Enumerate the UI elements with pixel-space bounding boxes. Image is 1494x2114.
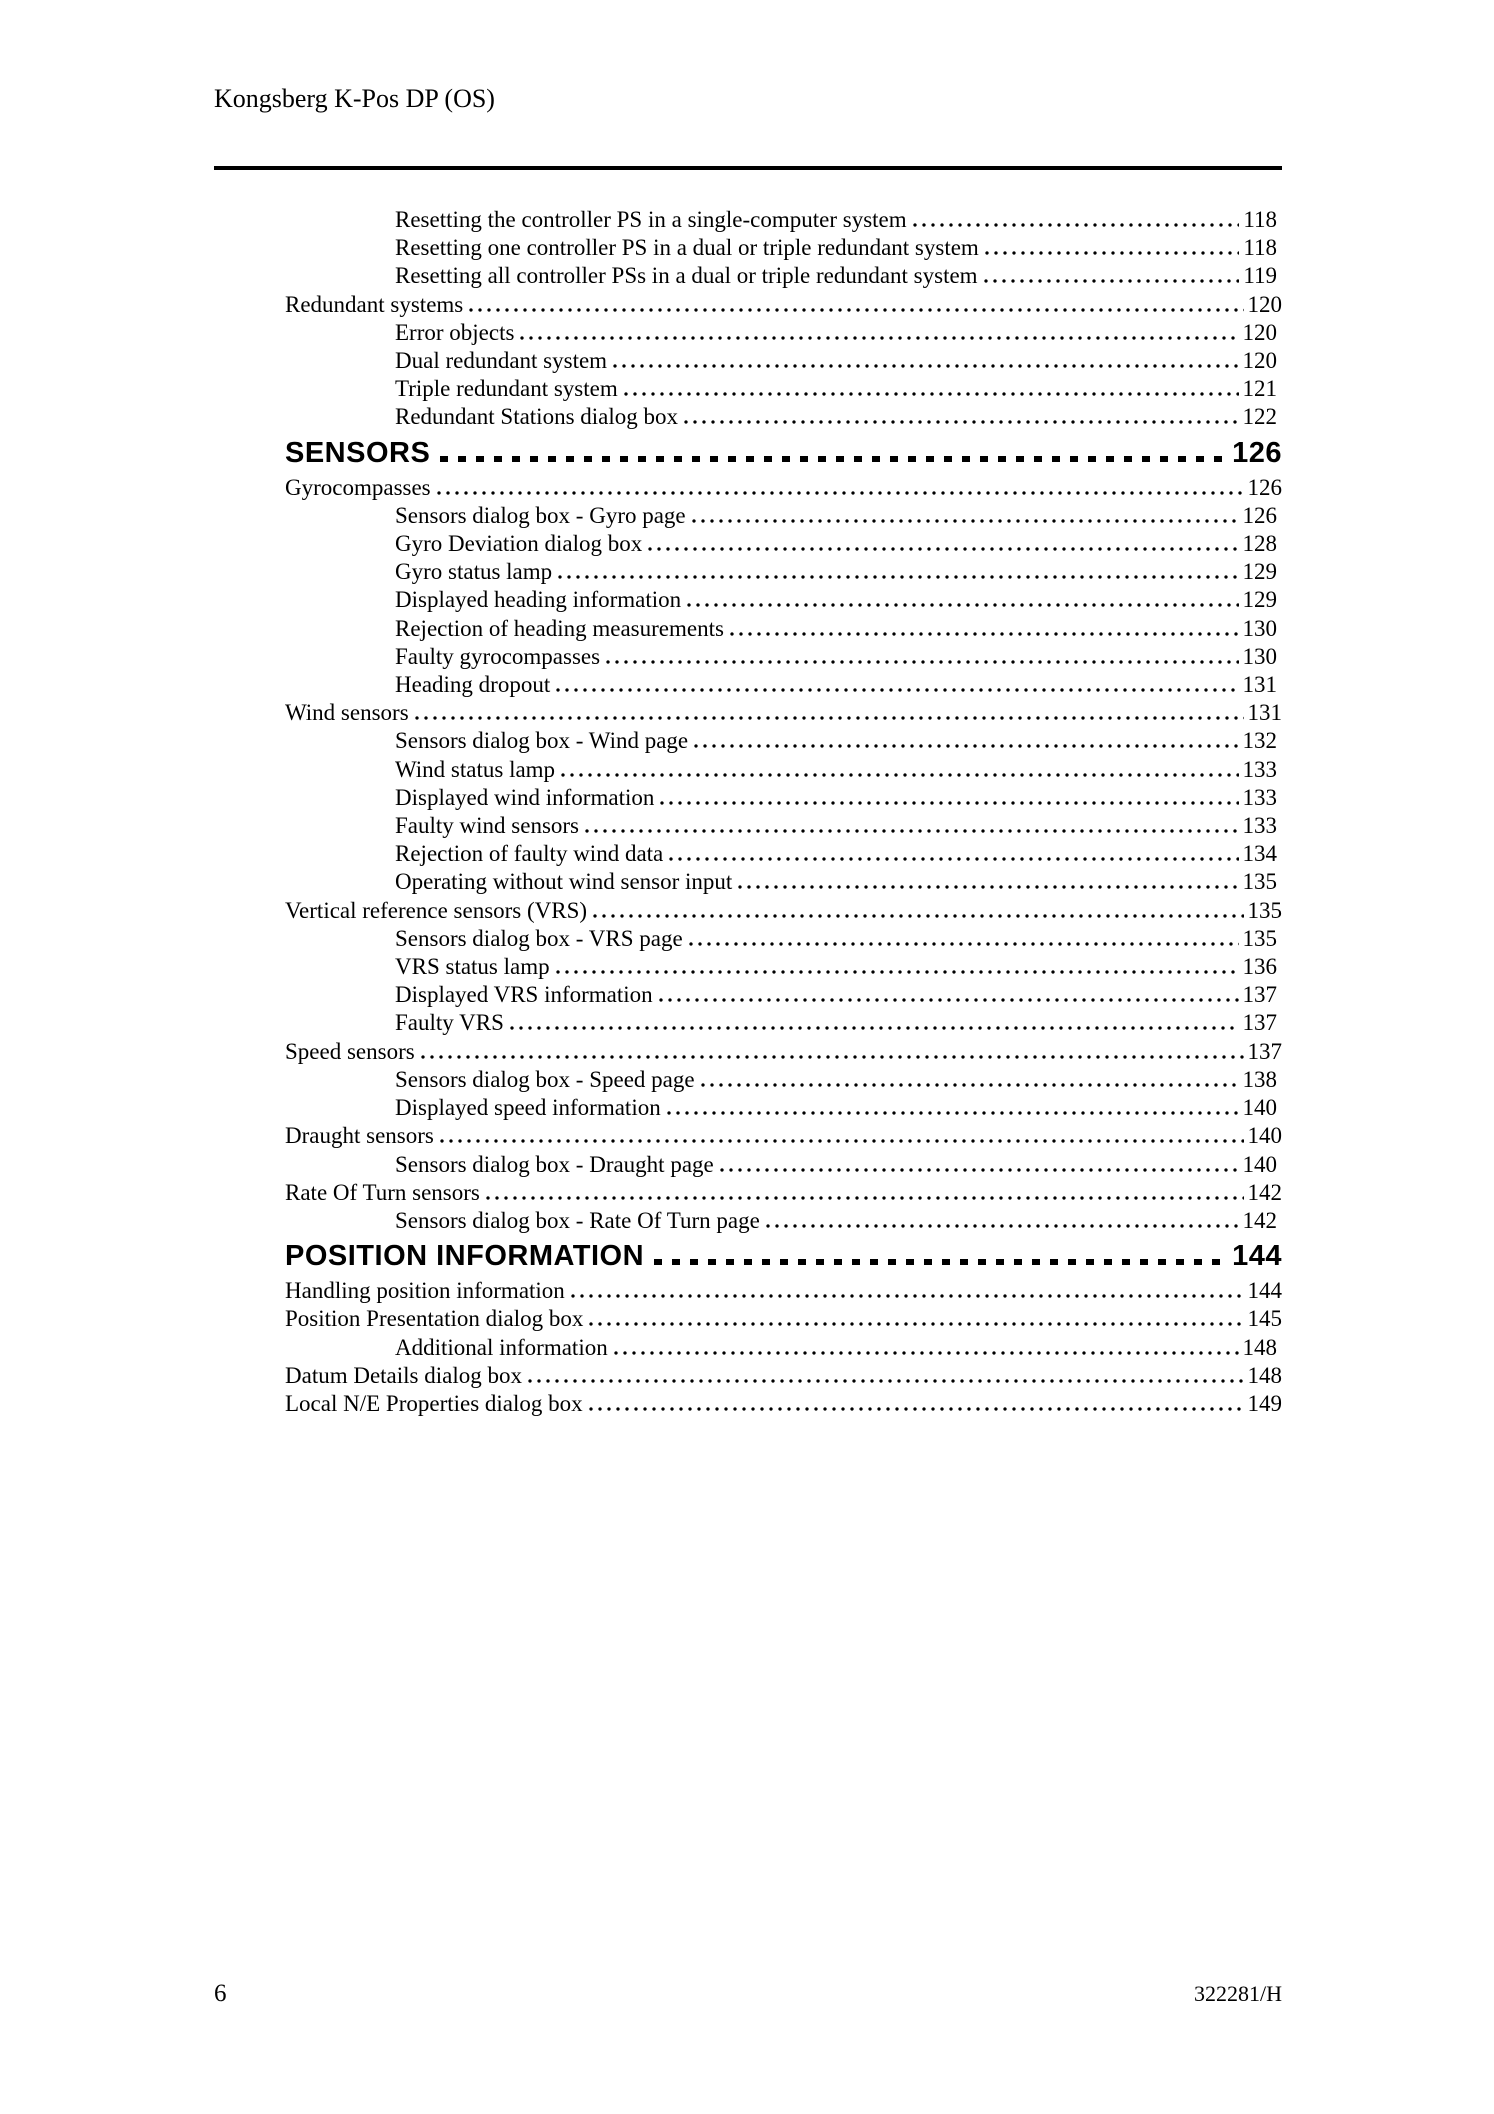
toc-entry <box>285 671 1282 699</box>
toc-entry-label: Rate Of Turn sensors <box>285 1179 480 1205</box>
toc-entry <box>285 1094 1282 1122</box>
toc-entry-label: Gyro status lamp <box>395 559 553 585</box>
footer-document-reference: 322281/H <box>1194 1981 1282 2006</box>
toc-entry <box>285 615 1282 643</box>
toc-entry <box>285 530 1282 558</box>
toc-entry-page: 144 <box>1247 1278 1282 1304</box>
toc-entry <box>285 953 1282 981</box>
toc-entry-label: Heading dropout <box>395 672 551 698</box>
toc-entry-label: VRS status lamp <box>395 954 550 980</box>
toc-entry-label: Faulty VRS <box>395 1010 504 1036</box>
toc-entry-label: Wind sensors <box>285 700 409 726</box>
toc-entry <box>285 1066 1282 1094</box>
toc-entry-label: Resetting one controller PS in a dual or triple redundant system <box>395 235 979 261</box>
toc-entry-page: 126 <box>1242 502 1277 528</box>
dot-leader <box>730 632 1239 636</box>
page-footer <box>214 1980 1282 2008</box>
toc-entry <box>285 727 1282 755</box>
toc-entry <box>285 1334 1282 1362</box>
toc-entry-label: Resetting all controller PSs in a dual or triple redundant system <box>395 263 978 289</box>
toc-entry <box>285 1009 1282 1037</box>
toc-entry-page: 120 <box>1242 319 1277 345</box>
dot-leader <box>648 547 1238 551</box>
toc-entry-label: Datum Details dialog box <box>285 1362 522 1388</box>
toc-entry-page: 131 <box>1247 700 1282 726</box>
toc-entry-label: Redundant Stations dialog box <box>395 404 679 430</box>
toc-entry <box>285 436 1282 470</box>
toc-entry-label: Handling position information <box>285 1278 565 1304</box>
toc-entry-page: 133 <box>1242 813 1277 839</box>
toc-entry-label: Sensors dialog box - Wind page <box>395 728 689 754</box>
dot-leader <box>469 308 1243 312</box>
toc-entry-page: 142 <box>1242 1207 1277 1233</box>
dot-leader <box>660 801 1238 805</box>
dot-leader <box>692 519 1239 523</box>
toc-entry-label: Displayed speed information <box>395 1095 661 1121</box>
dot-leader <box>558 575 1238 579</box>
toc-entry-label: Sensors dialog box - Rate Of Turn page <box>395 1207 760 1233</box>
toc-entry-page: 137 <box>1242 982 1277 1008</box>
toc-entry <box>285 840 1282 868</box>
toc-entry-label: Displayed wind information <box>395 784 655 810</box>
toc-entry-page: 138 <box>1242 1066 1277 1092</box>
toc-entry-page: 140 <box>1242 1151 1277 1177</box>
toc-entry-label: POSITION INFORMATION <box>285 1240 645 1273</box>
toc-entry-page: 128 <box>1242 531 1277 557</box>
toc-entry <box>285 502 1282 530</box>
dot-leader <box>654 1259 1226 1265</box>
toc-entry-page: 142 <box>1247 1179 1282 1205</box>
toc-entry <box>285 1207 1282 1235</box>
toc-entry-label: Rejection of heading measurements <box>395 615 724 641</box>
toc-entry-label: Rejection of faulty wind data <box>395 841 664 867</box>
toc-entry-label: Sensors dialog box - Draught page <box>395 1151 714 1177</box>
toc-entry-page: 136 <box>1242 954 1277 980</box>
dot-leader <box>571 1294 1244 1298</box>
header-rule <box>214 166 1282 170</box>
toc-entry <box>285 1151 1282 1179</box>
toc-entry <box>285 234 1282 262</box>
toc-entry-page: 133 <box>1242 784 1277 810</box>
dot-leader <box>669 857 1238 861</box>
toc-entry <box>285 1239 1282 1273</box>
toc-entry <box>285 347 1282 375</box>
toc-entry-page: 120 <box>1242 348 1277 374</box>
dot-leader <box>913 223 1240 227</box>
toc-entry-label: Gyro Deviation dialog box <box>395 531 643 557</box>
dot-leader <box>440 456 1226 462</box>
toc-entry <box>285 1390 1282 1418</box>
toc-entry-label: Wind status lamp <box>395 756 556 782</box>
toc-entry <box>285 897 1282 925</box>
toc-entry-page: 134 <box>1242 841 1277 867</box>
dot-leader <box>701 1083 1239 1087</box>
toc-entry-page: 144 <box>1232 1240 1282 1273</box>
toc-entry <box>285 784 1282 812</box>
toc-entry <box>285 1277 1282 1305</box>
toc-entry-label: Sensors dialog box - VRS page <box>395 925 683 951</box>
dot-leader <box>687 603 1238 607</box>
toc-entry-label: Faulty wind sensors <box>395 813 579 839</box>
toc-entry-page: 135 <box>1242 925 1277 951</box>
footer-page-number: 6 <box>214 1980 227 2007</box>
toc-entry-page: 149 <box>1247 1390 1282 1416</box>
dot-leader <box>561 773 1238 777</box>
toc-entry-page: 135 <box>1242 869 1277 895</box>
dot-leader <box>614 1351 1239 1355</box>
toc-entry-page: 148 <box>1247 1362 1282 1388</box>
toc-entry-page: 119 <box>1243 263 1277 289</box>
toc-entry <box>285 206 1282 234</box>
toc-entry-page: 137 <box>1247 1038 1282 1064</box>
dot-leader <box>589 1407 1244 1411</box>
toc-entry-label: Vertical reference sensors (VRS) <box>285 897 588 923</box>
toc-entry-page: 129 <box>1242 587 1277 613</box>
dot-leader <box>415 716 1244 720</box>
toc-entry-page: 121 <box>1242 376 1277 402</box>
toc-entry-page: 133 <box>1242 756 1277 782</box>
toc-entry-label: Gyrocompasses <box>285 474 431 500</box>
toc-entry <box>285 291 1282 319</box>
toc-entry <box>285 1038 1282 1066</box>
dot-leader <box>437 491 1244 495</box>
toc-entry-page: 140 <box>1242 1095 1277 1121</box>
dot-leader <box>440 1139 1244 1143</box>
toc-entry <box>285 756 1282 784</box>
toc-entry-page: 135 <box>1247 897 1282 923</box>
toc-entry-page: 140 <box>1247 1123 1282 1149</box>
toc-entry <box>285 925 1282 953</box>
toc-entry-label: Local N/E Properties dialog box <box>285 1390 583 1416</box>
toc-entry <box>285 1122 1282 1150</box>
toc-entry-label: Speed sensors <box>285 1038 415 1064</box>
dot-leader <box>613 364 1238 368</box>
dot-leader <box>528 1379 1244 1383</box>
toc-entry <box>285 319 1282 347</box>
toc-entry <box>285 375 1282 403</box>
toc-entry-page: 137 <box>1242 1010 1277 1036</box>
dot-leader <box>689 942 1239 946</box>
toc-entry-page: 118 <box>1243 235 1277 261</box>
toc-entry-page: 145 <box>1247 1306 1282 1332</box>
dot-leader <box>667 1111 1239 1115</box>
dot-leader <box>510 1026 1239 1030</box>
toc-entry-label: Sensors dialog box - Gyro page <box>395 502 686 528</box>
dot-leader <box>556 688 1238 692</box>
toc-entry <box>285 643 1282 671</box>
toc-entry-label: Displayed VRS information <box>395 982 653 1008</box>
toc-entry <box>285 812 1282 840</box>
dot-leader <box>556 970 1239 974</box>
toc-entry-label: Faulty gyrocompasses <box>395 643 601 669</box>
toc-entry <box>285 1305 1282 1333</box>
running-header-title: Kongsberg K-Pos DP (OS) <box>214 84 495 113</box>
table-of-contents <box>285 206 1282 1418</box>
toc-entry <box>285 1179 1282 1207</box>
toc-entry <box>285 262 1282 290</box>
toc-entry-label: Operating without wind sensor input <box>395 869 733 895</box>
toc-entry-page: 130 <box>1242 615 1277 641</box>
toc-entry-page: 120 <box>1247 291 1282 317</box>
dot-leader <box>766 1224 1239 1228</box>
toc-entry-page: 129 <box>1242 559 1277 585</box>
dot-leader <box>606 660 1238 664</box>
dot-leader <box>985 251 1240 255</box>
dot-leader <box>694 744 1238 748</box>
toc-entry-label: Redundant systems <box>285 291 464 317</box>
dot-leader <box>984 279 1240 283</box>
toc-entry-label: Sensors dialog box - Speed page <box>395 1066 695 1092</box>
dot-leader <box>720 1168 1239 1172</box>
toc-entry-page: 118 <box>1243 207 1277 232</box>
toc-entry <box>285 981 1282 1009</box>
toc-entry-label: SENSORS <box>285 436 431 469</box>
toc-entry-page: 122 <box>1242 404 1277 430</box>
dot-leader <box>624 392 1239 396</box>
dot-leader <box>486 1196 1244 1200</box>
toc-entry-label: Displayed heading information <box>395 587 682 613</box>
toc-entry-label: Triple redundant system <box>395 376 618 402</box>
toc-entry-label: Error objects <box>395 319 515 345</box>
toc-entry-page: 148 <box>1242 1334 1277 1360</box>
dot-leader <box>585 829 1239 833</box>
dot-leader <box>421 1055 1244 1059</box>
toc-entry <box>285 403 1282 431</box>
toc-entry <box>285 474 1282 502</box>
toc-entry-page: 132 <box>1242 728 1277 754</box>
dot-leader <box>738 885 1238 889</box>
toc-entry-label: Additional information <box>395 1334 608 1360</box>
toc-entry <box>285 1362 1282 1390</box>
toc-entry-page: 130 <box>1242 643 1277 669</box>
toc-entry <box>285 586 1282 614</box>
dot-leader <box>589 1322 1243 1326</box>
toc-entry-page: 126 <box>1247 474 1282 500</box>
toc-entry-label: Position Presentation dialog box <box>285 1306 584 1332</box>
dot-leader <box>684 420 1238 424</box>
toc-entry-label: Resetting the controller PS in a single-computer system <box>395 207 907 232</box>
toc-entry-page: 131 <box>1242 672 1277 698</box>
toc-entry-label: Dual redundant system <box>395 348 608 374</box>
toc-entry <box>285 699 1282 727</box>
toc-entry <box>285 868 1282 896</box>
toc-entry <box>285 558 1282 586</box>
toc-entry-page: 126 <box>1232 436 1282 469</box>
dot-leader <box>520 336 1238 340</box>
dot-leader <box>593 914 1243 918</box>
toc-entry-label: Draught sensors <box>285 1123 434 1149</box>
dot-leader <box>659 998 1239 1002</box>
